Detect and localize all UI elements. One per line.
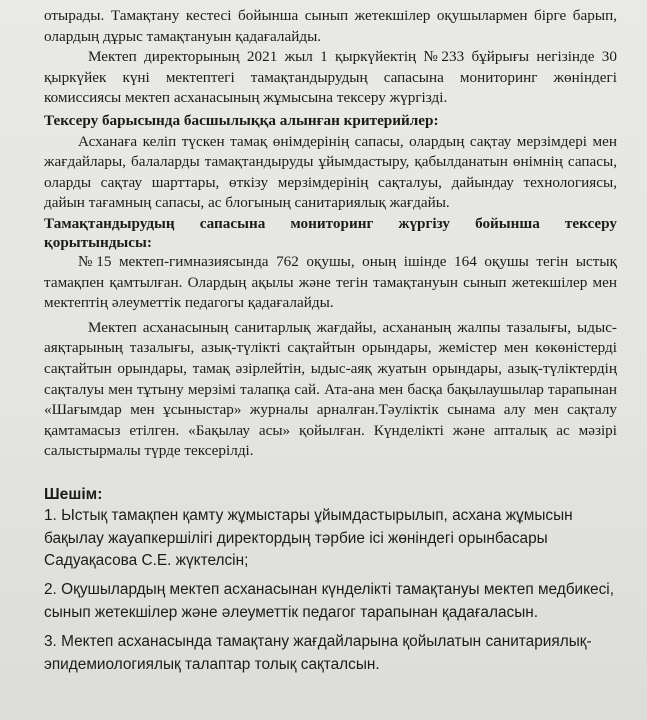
decision-item-1: 1. Ыстық тамақпен қамту жұмыстары ұйымдастырылып, асхана жұмысын бақылау жауапкершілігі директордың тәрбие ісі жөніндегі орынбасары Садуақасова С.Е. жүктелсін; (44, 506, 573, 570)
decision-item-2: 2. Оқушылардың мектеп асханасынан күнделікті тамақтануы мектеп медбикесі, сынып жетекшілер және әлеуметтік педагог тарапынан қадағаласын. (44, 581, 614, 622)
paragraph-intro: отырады. Тамақтану кестесі бойынша сынып жетекшілер оқушылармен бірге барып, олардың дұрыс тамақтануын қадағалайды. (44, 7, 617, 45)
heading-decision: Шешім: (44, 485, 103, 503)
paragraph-order: Мектеп директорының 2021 жыл 1 қыркүйектің №233 бұйрығы негізінде 30 қыркүйек күні мектептегі тамақтандырудың сапасына мониторинг жөніндегі комиссиясы мектеп асханасының жұмысына тексеру жүргізді. (44, 48, 617, 107)
heading-results: Тамақтандырудың сапасына мониторинг жүргізу бойынша тексеру қорытындысы: (44, 214, 617, 251)
paragraph-students: №15 мектеп-гимназиясында 762 оқушы, оның ішінде 164 оқушы тегін ыстық тамақпен қамтылған. Олардың ақылы және тегін тамақтануын сынып жетекшілер мен мектептің әлеуметтік педагогы қадағалайды. (44, 252, 617, 312)
paragraph-criteria: Асханаға келіп түскен тамақ өнімдерінің сапасы, олардың сақтау мерзімдері мен жағдайлары, балаларды тамақтандыруды ұйымдастыру, қабылданатын өнімнің сапасы, оларды сақтау шарттары, өткізу мерзімдерінің сақталуы, дайындау технологиясы, дайын тағамның сапасы, ас блогының санитариялық жағдайы. (44, 132, 617, 212)
heading-criteria: Тексеру барысында басшылыққа алынған критерийлер: (44, 111, 439, 129)
paragraph-sanitary: Мектеп асханасының санитарлық жағдайы, асхананың жалпы тазалығы, ыдыс-аяқтарының тазалығы, азық-түлікті сақтайтын орындары, жемістер мен көкөністерді сақтайтын орындары, тамақ әзірлейтін, ыдыс-аяқ жуатын орындары, азық-түліктердің сақталуы мен тұтыну мерзімі талапқа сай. Ата-ана мен басқа бақылаушылар тарапынан «Шағымдар мен ұсыныстар» журналы арналған.Тәуліктік сынама алу мен сақталу қамтамасыз етілген. «Бақылау асы» қойылған. Күнделікті және апталық ас мәзірі салыстырмалы түрде тексерілді. (44, 318, 617, 460)
decision-item-3: 3. Мектеп асханасында тамақтану жағдайларына қойылатын санитариялық-эпидемиологиялық талаптар толық сақталсын. (44, 632, 592, 673)
